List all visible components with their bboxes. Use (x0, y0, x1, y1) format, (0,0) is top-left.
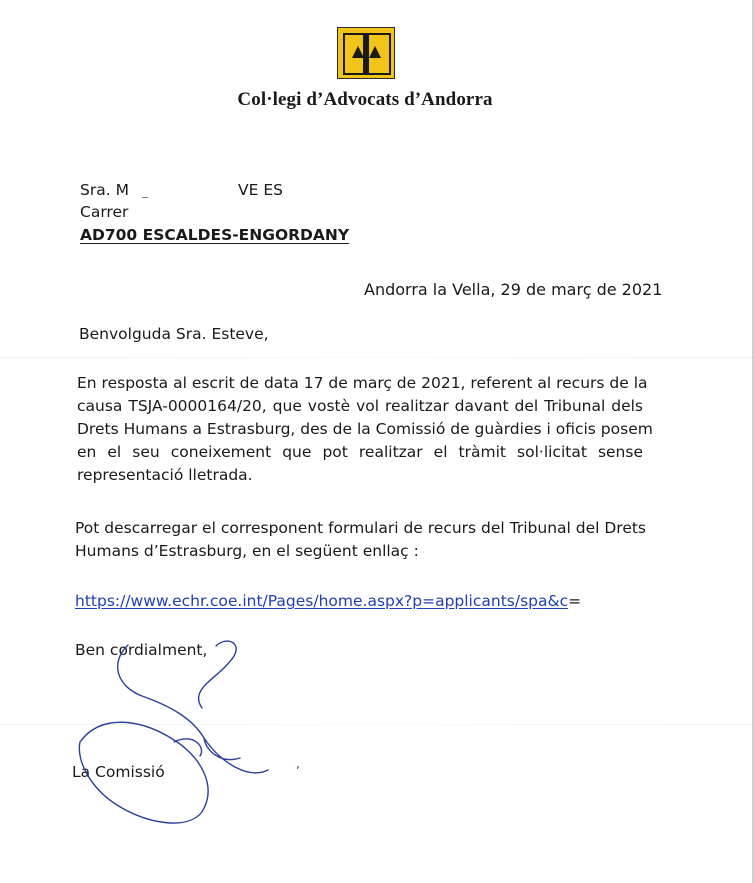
paragraph-line: en el seu coneixement que pot realitzar el tràmit sol·licitat sense (77, 443, 643, 461)
salutation: Benvolguda Sra. Esteve, (79, 325, 269, 343)
paragraph-line: Humans d’Estrasburg, en el següent enllaç : (75, 542, 419, 560)
bar-association-logo (337, 27, 395, 79)
redaction-mark (142, 197, 148, 198)
signatory-name: La Comissió (72, 763, 165, 781)
paragraph-line: Drets Humans a Estrasburg, des de la Comissió de guàrdies i oficis posem (77, 420, 653, 438)
organization-name: Col·legi d’Advocats d’Andorra (237, 89, 493, 110)
recipient-name-part2: VE ES (238, 181, 283, 199)
paragraph-line: Pot descarregar el corresponent formulari de recurs del Tribunal del Drets (75, 519, 647, 537)
echr-link-line (75, 591, 581, 611)
date-line: Andorra la Vella, 29 de març de 2021 (364, 280, 663, 299)
body-paragraph-2 (75, 517, 655, 563)
paragraph-line: En resposta al escrit de data 17 de març de 2021, referent al recurs de la (77, 374, 648, 392)
echr-form-link[interactable]: https://www.echr.coe.int/Pages/home.aspx?p=applicants/spa&c (75, 592, 569, 610)
recipient-name-part1: Sra. M (80, 181, 129, 199)
paragraph-line: causa TSJA-0000164/20, que vostè vol realitzar davant del Tribunal dels (77, 397, 643, 415)
fold-line (0, 724, 754, 725)
recipient-city: AD700 ESCALDES-ENGORDANY (80, 226, 350, 244)
fold-line (0, 357, 754, 358)
closing-phrase: Ben cordialment, (75, 641, 208, 659)
body-paragraph-1 (77, 372, 653, 487)
paragraph-line: representació lletrada. (77, 466, 253, 484)
link-tail: = (568, 592, 582, 610)
handwritten-signature (70, 630, 320, 830)
recipient-street: Carrer (80, 203, 129, 221)
ink-mark: ʼ (296, 764, 300, 778)
